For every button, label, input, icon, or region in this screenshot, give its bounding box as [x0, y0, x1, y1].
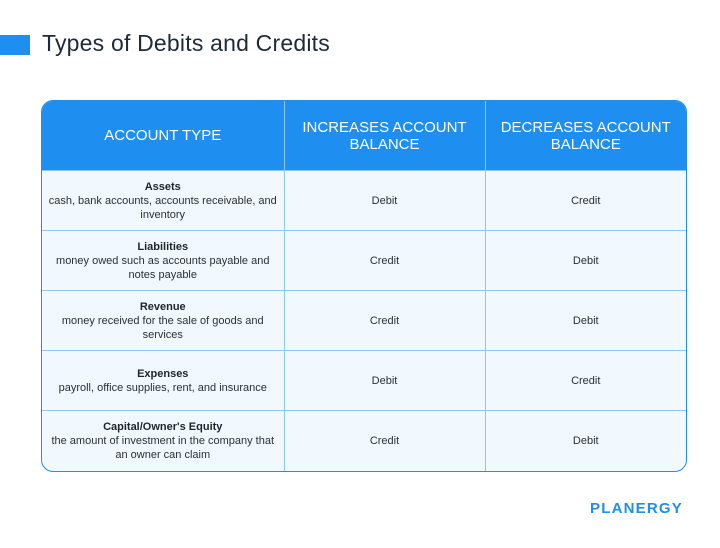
table-row — [42, 171, 686, 231]
account-name: Assets — [144, 180, 181, 193]
account-type-cell — [42, 171, 284, 231]
table-row — [42, 291, 686, 351]
increases-cell: Credit — [284, 291, 485, 351]
page-title: Types of Debits and Credits — [42, 30, 330, 56]
decreases-cell: Credit — [485, 351, 686, 411]
account-name: Liabilities — [137, 240, 189, 253]
table — [42, 101, 686, 471]
decreases-cell: Debit — [485, 411, 686, 471]
account-description: the amount of investment in the company that an owner can claim — [51, 435, 275, 462]
decreases-cell: Credit — [485, 171, 686, 231]
account-type-cell — [42, 411, 284, 471]
table-row — [42, 351, 686, 411]
account-type-cell — [42, 231, 284, 291]
header-increases: INCREASES ACCOUNT BALANCE — [284, 101, 485, 171]
account-description: money owed such as accounts payable and notes payable — [56, 254, 270, 281]
account-description: cash, bank accounts, accounts receivable, and inventory — [48, 194, 277, 221]
increases-cell: Credit — [284, 411, 485, 471]
header-decreases: DECREASES ACCOUNT BALANCE — [485, 101, 686, 171]
decreases-cell: Debit — [485, 291, 686, 351]
table-header — [42, 101, 686, 171]
account-description: payroll, office supplies, rent, and insurance — [58, 381, 267, 394]
table-body — [42, 171, 686, 472]
account-name: Expenses — [137, 367, 189, 380]
table-row — [42, 411, 686, 471]
account-name: Revenue — [139, 300, 186, 313]
increases-cell: Debit — [284, 351, 485, 411]
increases-cell: Credit — [284, 231, 485, 291]
account-type-cell — [42, 351, 284, 411]
debits-credits-table — [41, 100, 687, 472]
account-type-cell — [42, 291, 284, 351]
increases-cell: Debit — [284, 171, 485, 231]
header-account-type: ACCOUNT TYPE — [42, 101, 284, 171]
brand-logo-text: PLANERGY — [590, 500, 683, 517]
account-name: Capital/Owner's Equity — [103, 421, 223, 434]
table-row — [42, 231, 686, 291]
title-accent-bar — [0, 35, 30, 55]
account-description: money received for the sale of goods and services — [61, 314, 264, 341]
decreases-cell: Debit — [485, 231, 686, 291]
